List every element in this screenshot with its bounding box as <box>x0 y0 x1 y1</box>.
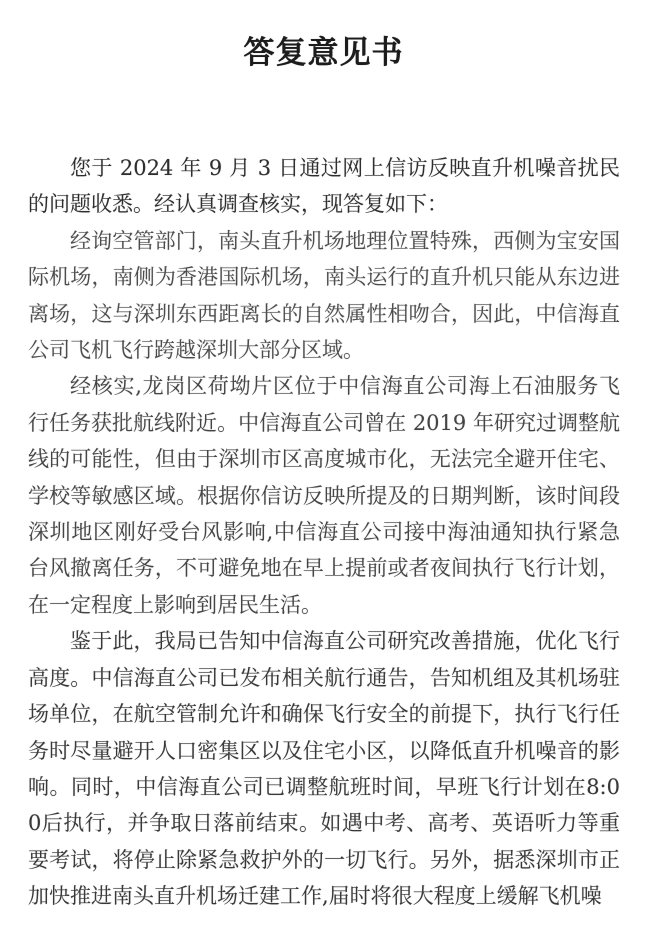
paragraph-intro: 您于 2024 年 9 月 3 日通过网上信访反映直升机噪音扰民的问题收悉。经认真调查核实，现答复如下： <box>28 156 620 217</box>
document-title: 答复意见书 <box>243 35 404 71</box>
document-body <box>28 150 620 915</box>
paragraph-route-verification: 经核实,龙岗区荷坳片区位于中信海直公司海上石油服务飞行任务获批航线附近。中信海直公司曾在 2019 年研究过调整航线的可能性，但由于深圳市区高度城市化，无法完全避开住宅、学校等敏感区域。根据你信访反映所提及的日期判断，该时间段深圳地区刚好受台风影响,中信海直公司接中海油通知执行紧急台风撤离任务，不可避免地在早上提前或者夜间执行飞行计划，在一定程度上影响到居民生活。 <box>28 374 620 617</box>
paragraph-airport-location: 经询空管部门，南头直升机场地理位置特殊，西侧为宝安国际机场，南侧为香港国际机场，南头运行的直升机只能从东边进离场，这与深圳东西距离长的自然属性相吻合，因此，中信海直公司飞机飞行跨越深圳大部分区域。 <box>28 228 620 363</box>
paragraph-improvement-measures: 鉴于此，我局已告知中信海直公司研究改善措施，优化飞行高度。中信海直公司已发布相关航行通告，告知机组及其机场驻场单位，在航空管制允许和确保飞行安全的前提下，执行飞行任务时尽量避开人口密集区以及住宅小区，以降低直升机噪音的影响。同时，中信海直公司已调整航班时间，早班飞行计划在8:00后执行，并争取日落前结束。如遇中考、高考、英语听力等重要考试，将停止除紧急救护外的一切飞行。另外，据悉深圳市正加快推进南头直升机场迁建工作,届时将很大程度上缓解飞机噪 <box>28 629 620 909</box>
